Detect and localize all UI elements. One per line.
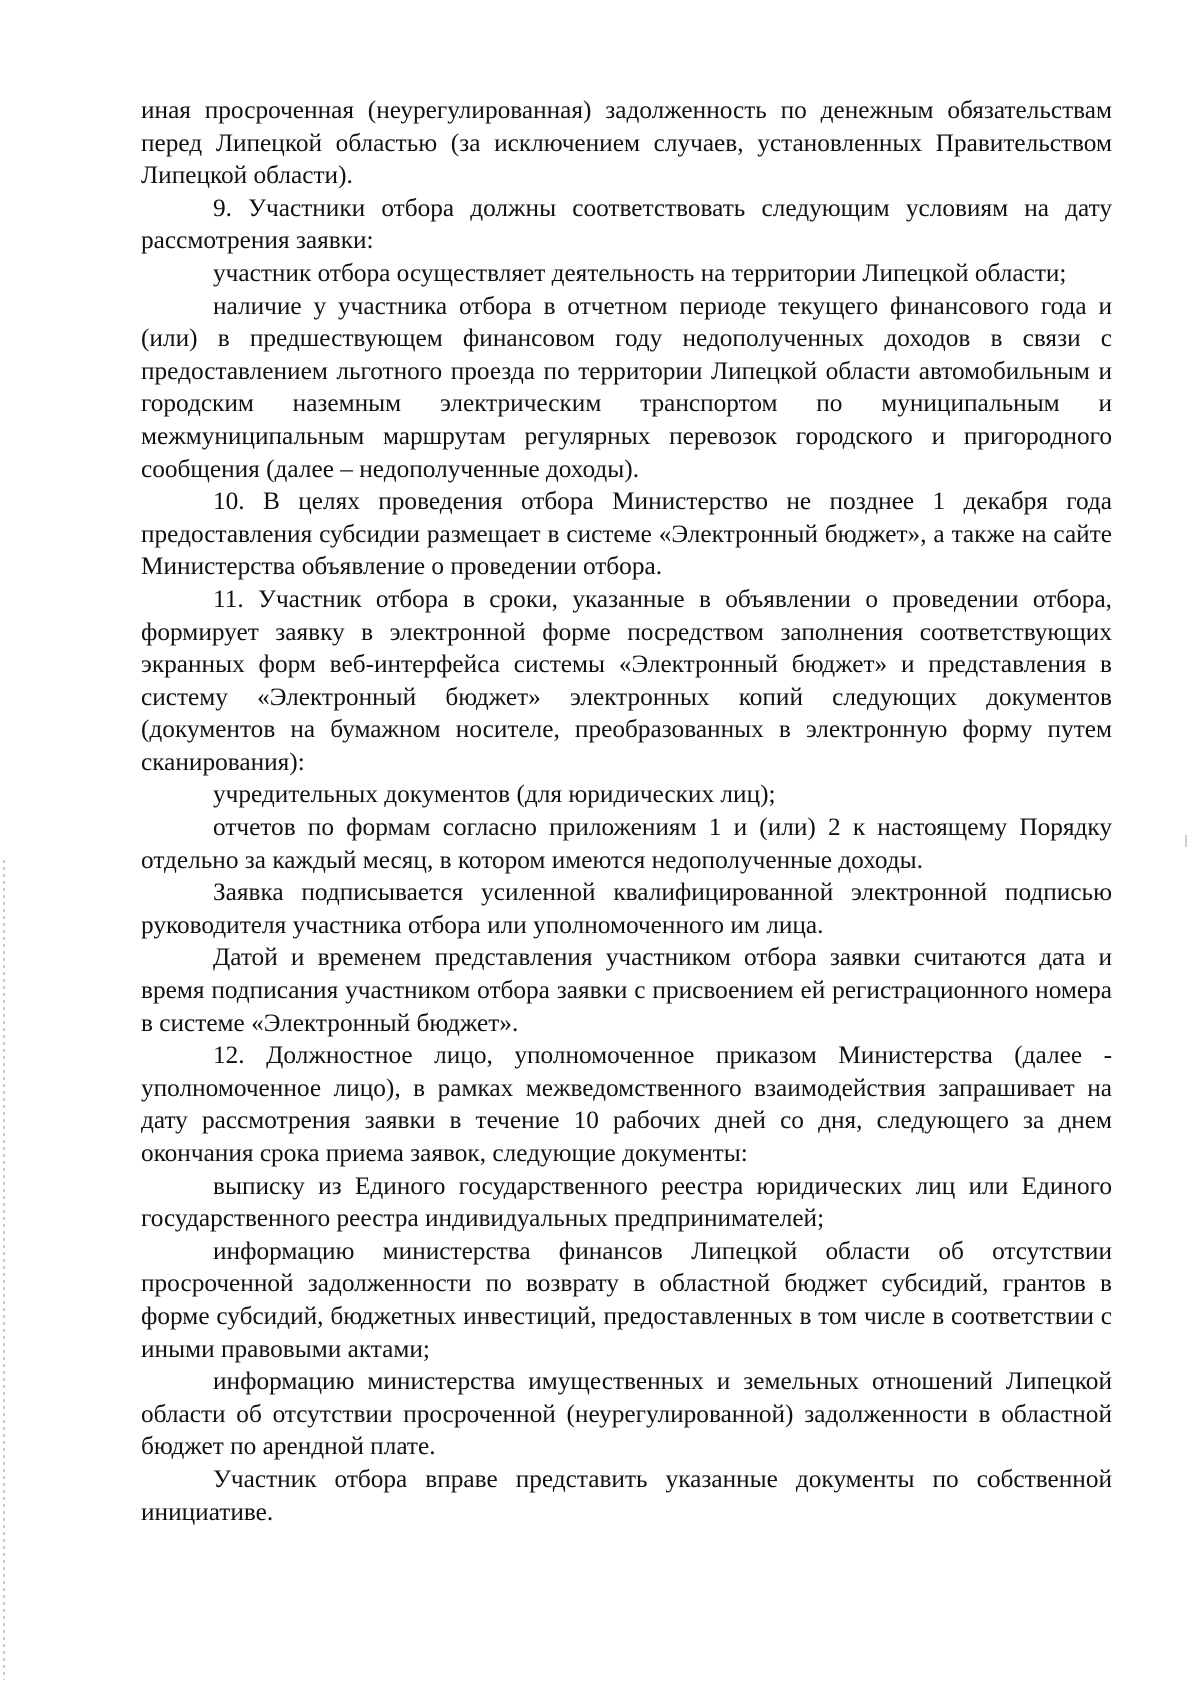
paragraph-finance-info: информацию министерства финансов Липецкой области об отсутствии просроченной задолженности по возврату в областной бюджет субсидий, грантов в форме субсидий, бюджетных инвестиций, предоставленных в том числе в соответствии с иными правовыми актами; bbox=[141, 1236, 1112, 1363]
paragraph-property-info: информацию министерства имущественных и земельных отношений Липецкой области об отсутствии просроченной (неурегулированной) задолженности в областной бюджет по арендной плате. bbox=[141, 1367, 1112, 1461]
paragraph-item-9: 9. Участники отбора должны соответствовать следующим условиям на дату рассмотрения заявки: bbox=[141, 193, 1112, 255]
document-body bbox=[141, 94, 1112, 1528]
paragraph-item-10: 10. В целях проведения отбора Министерство не позднее 1 декабря года предоставления субсидии размещает в системе «Электронный бюджет», а также на сайте Министерства объявление о проведении отбора. bbox=[141, 487, 1112, 581]
paragraph-reports: отчетов по формам согласно приложениям 1 и (или) 2 к настоящему Порядку отдельно за каждый месяц, в котором имеются недополученные доходы. bbox=[141, 813, 1112, 874]
paragraph-condition-income: наличие у участника отбора в отчетном периоде текущего финансового года и (или) в предшествующем финансовом году недополученных доходов в связи с предоставлением льготного проезда по территории Липецкой области автомобильным и городским наземным электрическим транспортом по муниципальным и межмуниципальным маршрутам регулярных перевозок городского и пригородного сообщения (далее – недополученные доходы). bbox=[141, 291, 1112, 483]
scan-artifact bbox=[1185, 835, 1187, 847]
scan-edge-marks bbox=[3, 860, 5, 1680]
paragraph-condition-territory: участник отбора осуществляет деятельность на территории Липецкой области; bbox=[213, 258, 1067, 287]
paragraph-signature: Заявка подписывается усиленной квалифицированной электронной подписью руководителя участника отбора или уполномоченного им лица. bbox=[141, 878, 1112, 939]
paragraph-registry-extract: выписку из Единого государственного реестра юридических лиц или Единого государственного реестра индивидуальных предпринимателей; bbox=[141, 1171, 1112, 1233]
paragraph-submission-date: Датой и временем представления участником отбора заявки считаются дата и время подписания участником отбора заявки с присвоением ей регистрационного номера в системе «Электронный бюджет». bbox=[141, 943, 1112, 1037]
paragraph-founding-docs: учредительных документов (для юридических лиц); bbox=[213, 780, 776, 809]
paragraph-continuation: иная просроченная (неурегулированная) задолженность по денежным обязательствам перед Липецкой областью (за исключением случаев, установленных Правительством Липецкой области). bbox=[141, 96, 1112, 190]
paragraph-item-11: 11. Участник отбора в сроки, указанные в объявлении о проведении отбора, формирует заявку в электронной форме посредством заполнения соответствующих экранных форм веб-интерфейса системы «Электронный бюджет» и представления в систему «Электронный бюджет» электронных копий следующих документов (документов на бумажном носителе, преобразованных в электронную форму путем сканирования): bbox=[141, 584, 1112, 776]
paragraph-own-initiative: Участник отбора вправе представить указанные документы по собственной инициативе. bbox=[141, 1464, 1112, 1526]
paragraph-item-12: 12. Должностное лицо, уполномоченное приказом Министерства (далее - уполномоченное лицо), в рамках межведомственного взаимодействия запрашивает на дату рассмотрения заявки в течение 10 рабочих дней со дня, следующего за днем окончания срока приема заявок, следующие документы: bbox=[141, 1041, 1112, 1167]
